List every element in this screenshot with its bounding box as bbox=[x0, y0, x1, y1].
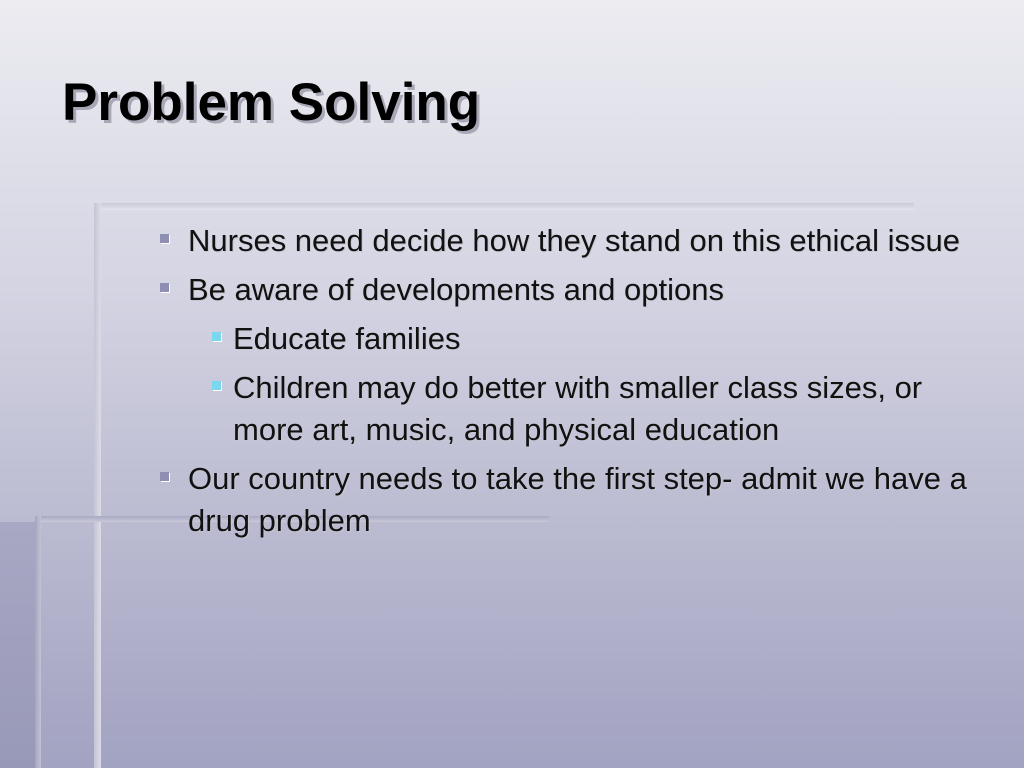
square-bullet-icon bbox=[160, 472, 169, 481]
bullet-item bbox=[150, 269, 980, 311]
sub-bullet-text: Children may do better with smaller class sizes, or more art, music, and physical education bbox=[233, 370, 923, 447]
bullet-text: Nurses need decide how they stand on this ethical issue bbox=[188, 223, 961, 258]
bullet-text: Be aware of developments and options bbox=[188, 272, 724, 307]
bullet-list bbox=[150, 220, 980, 549]
decorative-corner-strip bbox=[0, 522, 35, 768]
bullet-text: Our country needs to take the first step- admit we have a drug problem bbox=[188, 461, 967, 538]
bullet-item bbox=[150, 220, 980, 262]
square-bullet-icon bbox=[212, 332, 221, 341]
square-bullet-icon bbox=[160, 234, 169, 243]
sub-bullet-text: Educate families bbox=[233, 321, 461, 356]
bullet-item bbox=[150, 458, 980, 542]
sub-bullet-item bbox=[150, 367, 980, 451]
square-bullet-icon bbox=[160, 283, 169, 292]
decorative-bar-top bbox=[94, 203, 914, 210]
square-bullet-icon bbox=[212, 381, 221, 390]
decorative-bar-left bbox=[94, 203, 101, 768]
decorative-bar-lower-left bbox=[35, 516, 41, 768]
slide-title: Problem Solving bbox=[62, 73, 481, 132]
sub-bullet-item bbox=[150, 318, 980, 360]
